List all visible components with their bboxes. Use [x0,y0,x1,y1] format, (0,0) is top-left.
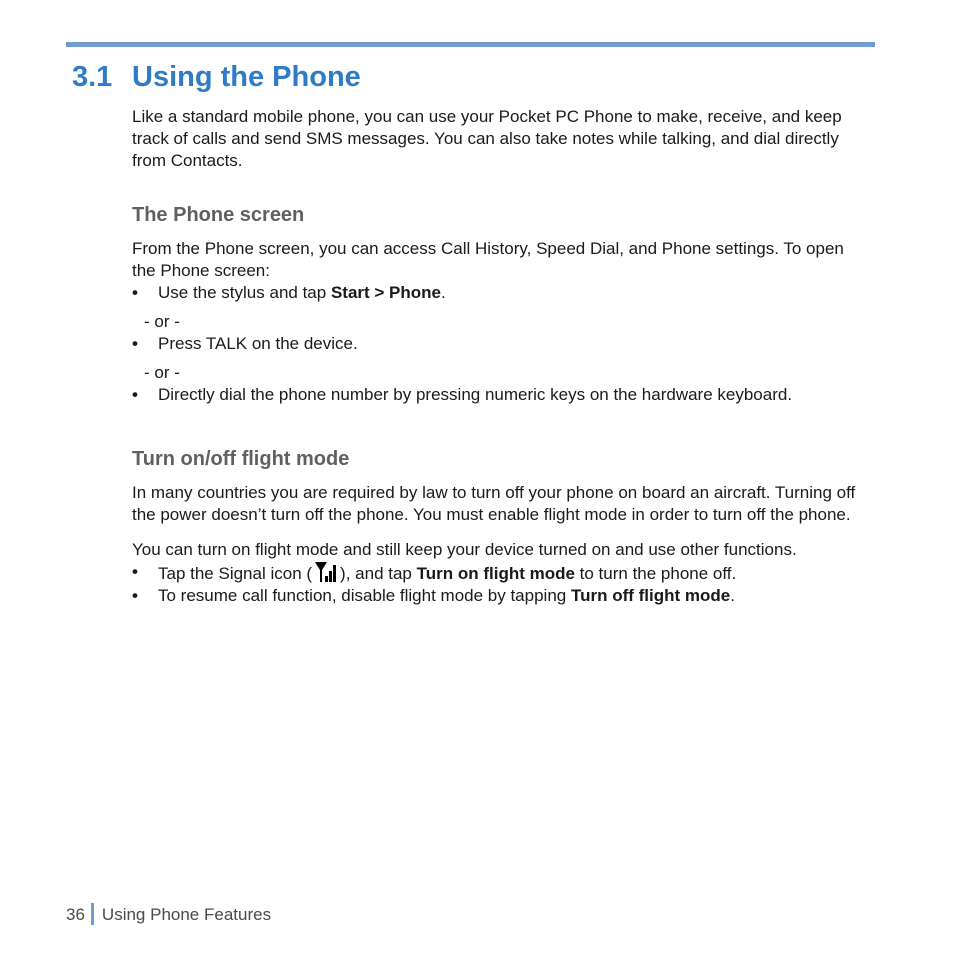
page-number: 36 [66,905,85,924]
footer-chapter: Using Phone Features [101,905,272,924]
bullet-text: Press TALK on the device. [158,334,358,353]
bullet-mark: • [132,586,138,605]
phone-screen-heading: The Phone screen [132,204,305,226]
signal-icon [314,561,338,583]
bullet-text: . [441,283,446,302]
list-item [132,585,872,607]
list-item [132,561,872,585]
or-separator: - or - [144,363,180,382]
list-item [132,333,872,355]
bullet-text: to turn the phone off. [574,564,737,583]
bullet-text: . [730,586,735,605]
bullet-bold-text: Turn on flight mode [416,564,575,583]
section-number: 3.1 [72,61,113,93]
flight-mode-heading: Turn on/off flight mode [132,448,350,470]
flight-mode-paragraph-2: You can turn on flight mode and still keep your device turned on and use other functions. [132,540,797,559]
bullet-text: To resume call function, disable flight mode by tapping [158,586,571,605]
section-title-text: Using the Phone [132,61,361,93]
top-rule [66,42,875,47]
or-separator: - or - [144,312,180,331]
flight-mode-paragraph: In many countries you are required by law to turn off your phone on board an aircraft. Turning off the power doesn’t turn off the phone. You must enable flight mode in order to turn off the phone. [132,483,856,524]
content [132,106,872,607]
section-title [72,58,361,96]
intro-paragraph: Like a standard mobile phone, you can use your Pocket PC Phone to make, receive, and keep track of calls and send SMS messages. You can also take notes while talking, and dial directly from Contacts. [132,107,842,170]
list-item [132,282,872,304]
footer-divider [91,903,94,925]
bullet-mark: • [132,283,138,302]
bullet-text: Directly dial the phone number by pressing numeric keys on the hardware keyboard. [158,385,793,404]
phone-screen-paragraph: From the Phone screen, you can access Call History, Speed Dial, and Phone settings. To open the Phone screen: [132,239,844,280]
bullet-text: Tap the Signal icon ( [158,564,313,583]
bullet-mark: • [132,562,138,581]
bullet-bold-text: Turn off flight mode [570,586,731,605]
bullet-mark: • [132,334,138,353]
bullet-text: ), and tap [340,564,417,583]
bullet-bold-text: Start > Phone [330,283,441,302]
list-item [132,384,872,406]
bullet-text: Use the stylus and tap [158,283,331,302]
footer [66,903,271,926]
bullet-mark: • [132,385,138,404]
